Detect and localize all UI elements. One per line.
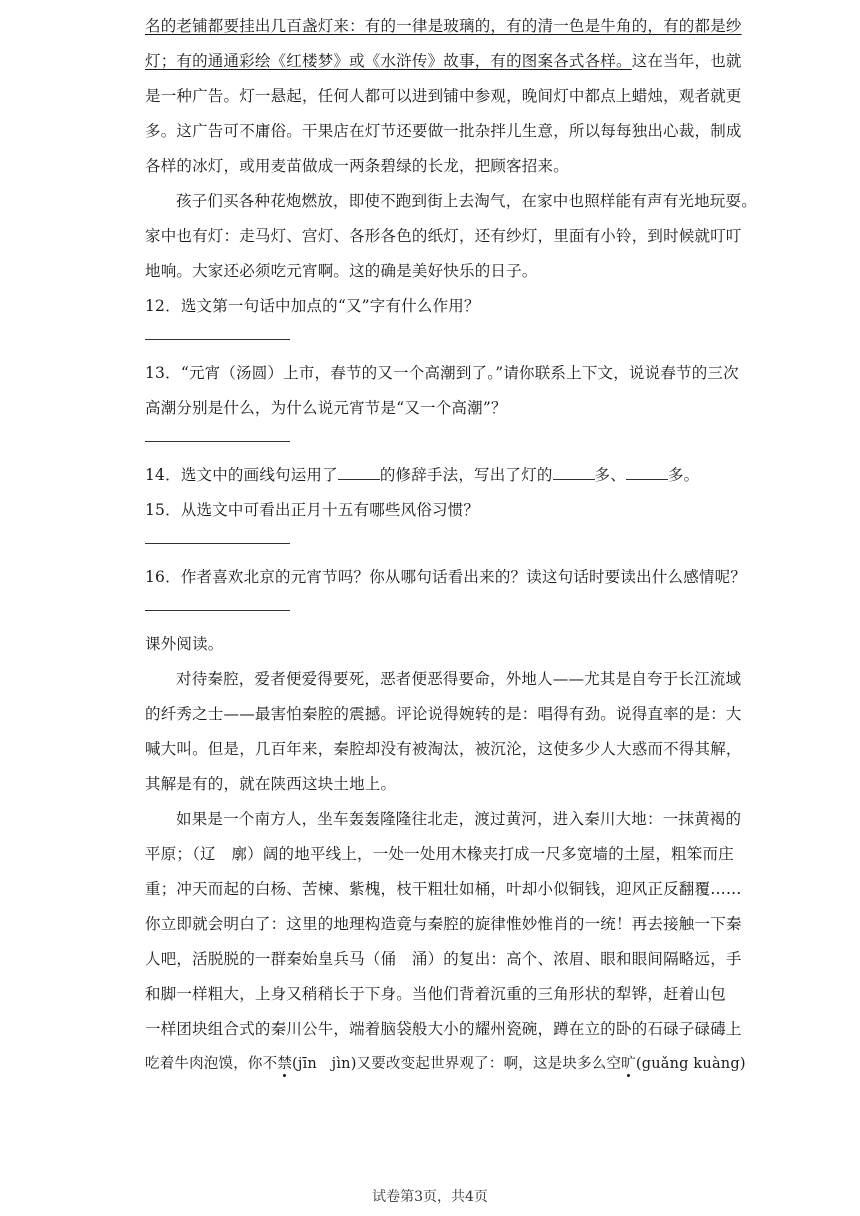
underlined-sentence: 名的老铺都要挂出几百盏灯来：有的一律是玻璃的，有的清一色是牛角的，有的都是纱 [145, 17, 742, 35]
answer-line-16[interactable] [145, 610, 290, 611]
fill-blank[interactable] [553, 465, 595, 480]
passage-line: 吃着牛肉泡馍，你不禁(jīn jìn)又要改变起世界观了：啊，这是块多么空旷(guǎng kuàng) [145, 1056, 746, 1072]
answer-line-13[interactable] [145, 441, 290, 442]
passage-line: 平原；（辽 廓）阔的地平线上，一处一处用木椽夹打成一尺多宽墙的土屋，粗笨而庄 [145, 845, 734, 863]
question-15: 15．从选文中可看出正月十五有哪些风俗习惯？ [145, 501, 480, 519]
passage-line: 喊大叫。但是，几百年来，秦腔却没有被淘汰，被沉沦，这使多少人大惑而不得其解， [145, 740, 742, 758]
passage-line: 地响。大家还必须吃元宵啊。这的确是美好快乐的日子。 [145, 262, 538, 280]
passage-line: 孩子们买各种花炮燃放，即使不跑到街上去淘气，在家中也照样能有声有光地玩耍。 [176, 192, 757, 210]
passage-line: 是一种广告。灯一悬起，任何人都可以进到铺中参观，晚间灯中都点上蜡烛，观者就更 [145, 87, 742, 105]
question-16: 16．作者喜欢北京的元宵节吗？你从哪句话看出来的？读这句话时要读出什么感情呢？ [145, 568, 747, 586]
passage-line: 家中也有灯：走马灯、宫灯、各形各色的纸灯，还有纱灯，里面有小铃，到时候就叮叮 [145, 227, 742, 245]
question-12: 12．选文第一句话中加点的“又”字有什么作用？ [145, 297, 480, 315]
passage-line: 灯；有的通通彩绘《红楼梦》或《水浒传》故事，有的图案各式各样。这在当年，也就 [145, 52, 742, 70]
answer-line-12[interactable] [145, 339, 290, 340]
passage-line: 和脚一样粗大，上身又稍稍长于下身。当他们背着沉重的三角形状的犁铧，赶着山包 [145, 985, 726, 1003]
fill-blank[interactable] [626, 465, 668, 480]
underlined-sentence: 灯；有的通通彩绘《红楼梦》或《水浒传》故事，有的图案各式各样。 [145, 52, 632, 70]
passage-line: 对待秦腔，爱者便爱得要死，恶者便恶得要命，外地人——尤其是自夸于长江流域 [176, 670, 742, 688]
passage-line: 人吧，活脱脱的一群秦始皇兵马（俑 涌）的复出：高个、浓眉、眼和眼间隔略远，手 [145, 950, 742, 968]
question-13-cont: 高潮分别是什么，为什么说元宵节是“又一个高潮”？ [145, 399, 507, 417]
passage-line: 其解是有的，就在陕西这块土地上。 [145, 775, 397, 793]
question-14: 14．选文中的画线句运用了 的修辞手法，写出了灯的 多、 多。 [145, 466, 700, 484]
passage-line: 你立即就会明白了：这里的地理构造竟与秦腔的旋律惟妙惟肖的一统！再去接触一下秦 [145, 915, 742, 933]
passage-line: 一样团块组合式的秦川公牛，端着脑袋般大小的耀州瓷碗，蹲在立的卧的石碌子碌碡上 [145, 1020, 742, 1038]
dotted-char: 旷 [621, 1056, 636, 1072]
passage-line [145, 16, 742, 38]
passage-line: 多。这广告可不庸俗。干果店在灯节还要做一批杂拌儿生意，所以每每独出心裁，制成 [145, 122, 742, 140]
passage-line: 如果是一个南方人，坐车轰轰隆隆往北走，渡过黄河，进入秦川大地：一抹黄褐的 [176, 810, 742, 828]
dotted-char: 禁 [277, 1056, 293, 1072]
passage-line: 重；冲天而起的白杨、苦楝、紫槐，枝干粗壮如桶，叶却小似铜钱，迎风正反翻覆…… [145, 880, 742, 898]
passage-line: 的纤秀之士——最害怕秦腔的震撼。评论说得婉转的是：唱得有劲。说得直率的是：大 [145, 705, 742, 723]
page-footer: 试卷第3页，共4页 [372, 1189, 488, 1205]
passage-line: 各样的冰灯，或用麦苗做成一两条碧绿的长龙，把顾客招来。 [145, 157, 569, 175]
answer-line-15[interactable] [145, 543, 290, 544]
section-label: 课外阅读。 [145, 635, 224, 653]
fill-blank[interactable] [338, 465, 380, 480]
question-13: 13．“元宵（汤圆）上市，春节的又一个高潮到了。”请你联系上下文，说说春节的三次 [145, 364, 739, 382]
